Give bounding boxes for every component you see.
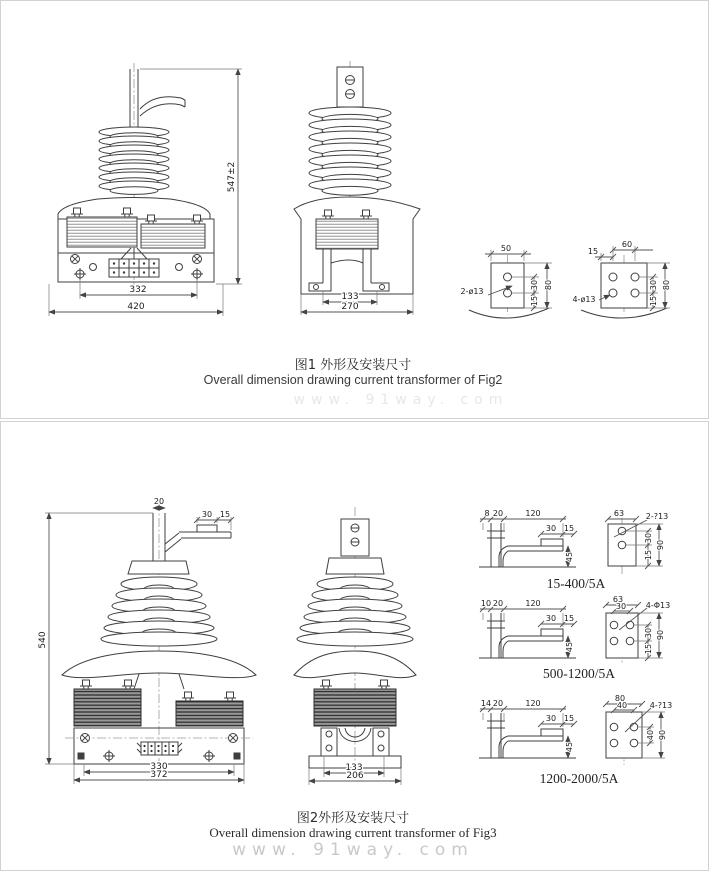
dim-side2-inner-width: 133 (345, 763, 363, 773)
row3-label: 1200-2000/5A (539, 771, 619, 786)
fig1-side-bellows (309, 107, 391, 195)
label-detail-a-holes: 2-ø13 (460, 287, 484, 296)
label-r3-holes: 4-?13 (649, 701, 673, 710)
dim-r3-plate-inner: 40 (616, 701, 628, 710)
dim-front-outer-width: 420 (127, 302, 145, 312)
dim-front2-inner-width: 330 (150, 762, 168, 772)
figure1-panel (0, 0, 709, 419)
dim-r1-arm-reach: 120 (525, 509, 541, 518)
fig2-front-view (38, 497, 256, 784)
label-detail-b-holes: 4-ø13 (572, 295, 596, 304)
dim-r1-plate-width: 63 (613, 509, 625, 518)
dim-r3-hole-spacing: 40 (646, 729, 655, 741)
dim-detail-a-edge: 15 (530, 295, 539, 307)
dim-r3-plate-width: 80 (614, 694, 626, 703)
dim-detail-a-height: 80 (544, 279, 553, 291)
fig2-front-sheds (101, 577, 217, 646)
dim-front-inner-width: 332 (129, 285, 147, 295)
dim-detail-b-edge: 15 (649, 295, 658, 307)
fig2-detail-row-3 (479, 694, 672, 786)
dim-r1-pad-width: 30 (545, 524, 557, 533)
figure2-panel (0, 421, 709, 871)
dim-r2-arm-height: 45 (565, 641, 574, 653)
fig1-mount-detail-b (572, 240, 671, 318)
dim-r2-hole-spacing: 30 (644, 627, 653, 639)
dim-detail-b-height: 80 (662, 279, 671, 291)
dim-r2-hole-edge: 15 (644, 643, 653, 655)
fig1-mount-detail-a (460, 244, 553, 318)
dim-detail-a-width: 50 (500, 244, 512, 253)
label-r1-holes: 2-?13 (645, 512, 669, 521)
fig1-front-bellows (99, 127, 169, 194)
dim-r2-plate-inner: 30 (615, 602, 627, 611)
dim-side-outer-width: 270 (341, 302, 359, 312)
dim-r1-hole-edge: 15 (644, 549, 653, 561)
figure1-drawing (1, 1, 708, 418)
fig2-terminal-strip (137, 742, 182, 755)
dim-r2-arm-reach: 120 (525, 599, 541, 608)
row2-label: 500-1200/5A (543, 666, 615, 681)
dim-arm-end: 15 (219, 510, 231, 519)
dim-r3-arm-height: 45 (565, 741, 574, 753)
dim-side-inner-width: 133 (341, 292, 359, 302)
dim-detail-b-width: 60 (621, 240, 633, 249)
dim-r3-pad-end: 15 (563, 714, 575, 723)
figure2-drawing (1, 422, 708, 870)
fig1-caption-en: Overall dimension drawing current transformer of Fig2 (203, 373, 503, 387)
dim-r2-plate-height: 90 (656, 629, 665, 641)
fig2-caption-en: Overall dimension drawing current transformer of Fig3 (209, 825, 497, 840)
dim-r3-post-width: 20 (492, 699, 504, 708)
dim-detail-b-edge-left: 15 (587, 247, 599, 256)
dim-front-height: 547±2 (227, 161, 237, 193)
row1-label: 15-400/5A (546, 576, 606, 591)
dim-r3-post-offset: 14 (480, 699, 492, 708)
dim-r3-plate-height: 90 (658, 729, 667, 741)
dim-r2-plate-width: 63 (612, 595, 624, 604)
dim-r2-post-offset: 10 (480, 599, 492, 608)
dim-r1-plate-height: 90 (656, 539, 665, 551)
dim-r1-post-width: 20 (492, 509, 504, 518)
fig2-side-sheds (297, 577, 413, 646)
dim-terminal-width: 20 (153, 497, 165, 506)
dim-side2-outer-width: 206 (346, 771, 364, 781)
dim-r1-hole-spacing: 30 (644, 532, 653, 544)
fig1-front-view (49, 63, 242, 316)
dim-detail-a-spacing: 30 (530, 279, 539, 291)
dim-r1-post-offset: 8 (484, 509, 490, 518)
fig1-terminal-block (109, 259, 159, 277)
fig2-side-view (294, 507, 416, 785)
dim-r2-pad-width: 30 (545, 614, 557, 623)
fig1-side-view (294, 61, 420, 315)
dim-r2-post-width: 20 (492, 599, 504, 608)
dim-r3-arm-reach: 120 (525, 699, 541, 708)
dim-r1-pad-end: 15 (563, 524, 575, 533)
watermark-faint: www. 91way. com (293, 392, 509, 408)
dim-r1-arm-height: 45 (565, 551, 574, 563)
dim-detail-b-spacing: 30 (649, 279, 658, 291)
dim-r3-pad-width: 30 (545, 714, 557, 723)
dim-arm-length: 30 (201, 510, 213, 519)
fig2-caption-zh: 图2外形及安装尺寸 (296, 811, 410, 826)
watermark: www. 91way. com (232, 840, 474, 860)
label-r2-holes: 4-Φ13 (645, 601, 671, 610)
fig1-caption-zh: 图1 外形及安装尺寸 (294, 358, 412, 373)
fig2-detail-row-1 (479, 509, 668, 591)
dim-r2-pad-end: 15 (563, 614, 575, 623)
dim-front2-height: 540 (38, 631, 48, 649)
dim-front2-outer-width: 372 (150, 770, 168, 780)
fig2-detail-row-2 (479, 595, 670, 681)
